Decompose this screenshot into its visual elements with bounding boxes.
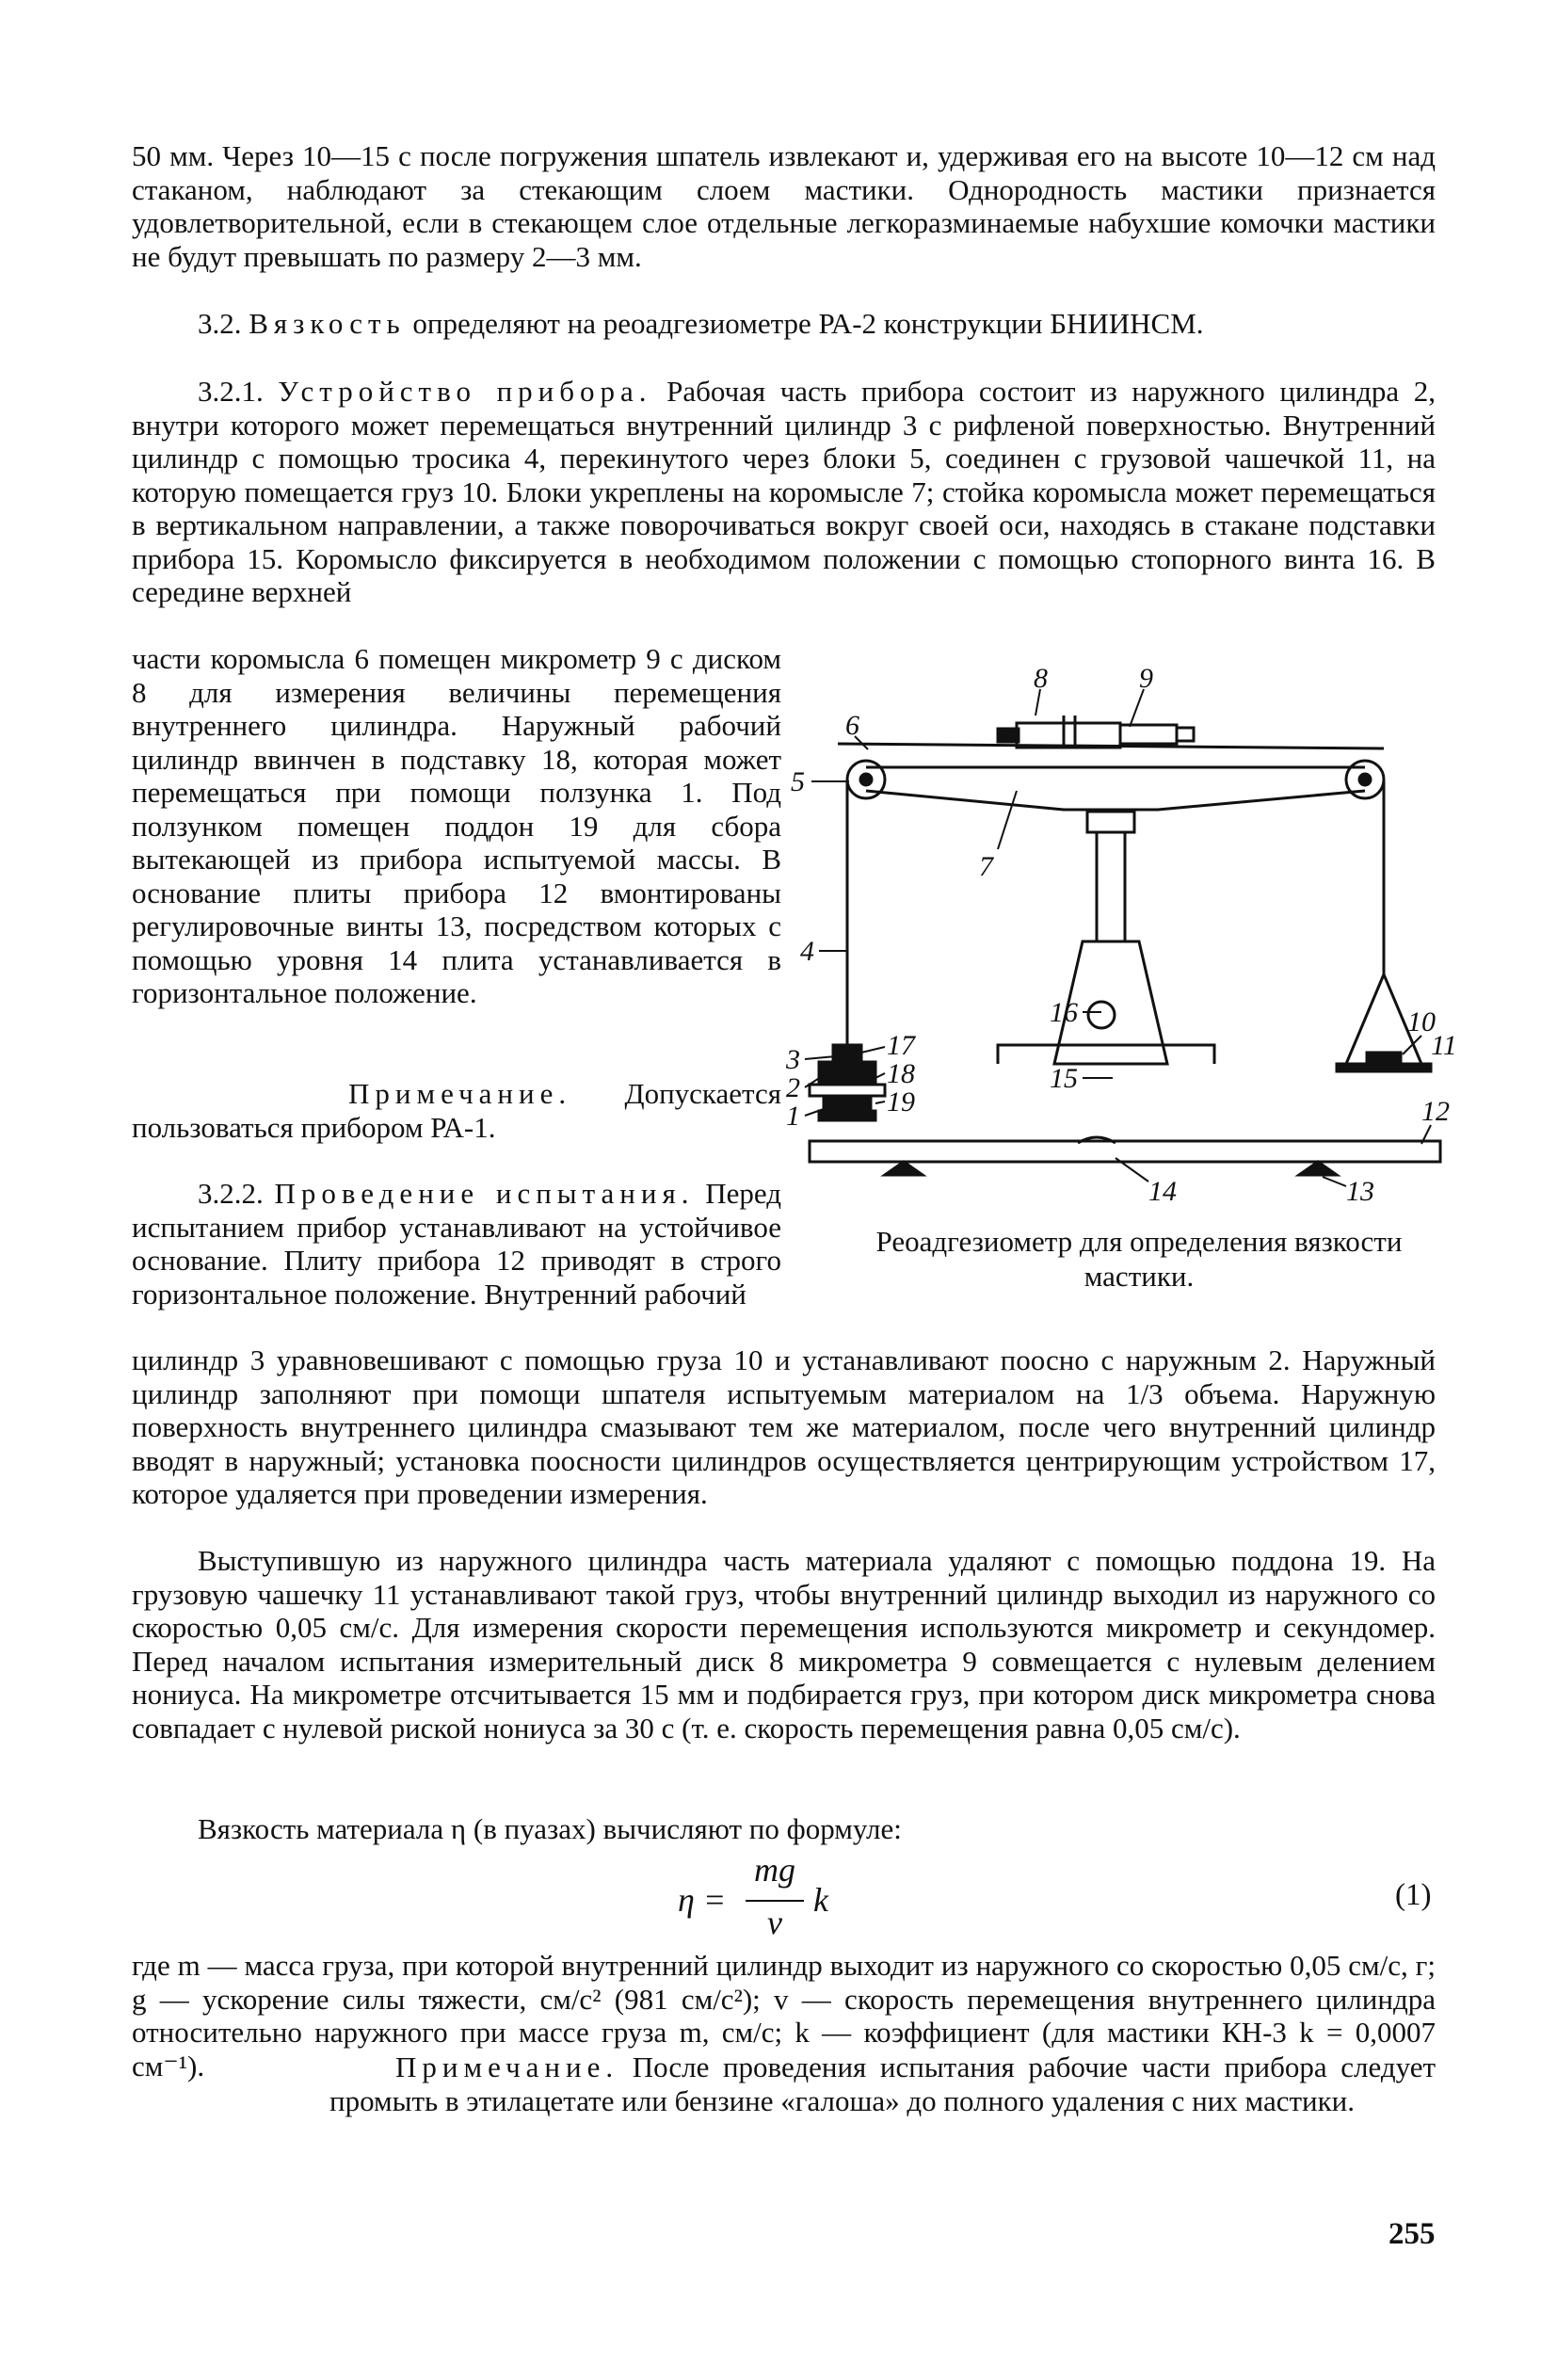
- section-text: Перед испытанием прибор устанавливают на устойчивое основание. Плиту прибора 12 приводят в строго горизонтальное положение. Внутренний рабочий: [132, 1177, 781, 1311]
- adjust-screw-left: [885, 1162, 923, 1175]
- weight: [1367, 1053, 1401, 1064]
- label-17: 17: [887, 1030, 915, 1061]
- pulley-left-hub: [860, 774, 872, 785]
- adjust-screw-right: [1299, 1162, 1337, 1175]
- section-heading: Устройство прибора.: [278, 375, 652, 408]
- section-heading: Проведение испытания.: [274, 1177, 695, 1210]
- paragraph-procedure: Выступившую из наружного цилиндра часть материала удаляют с помощью поддона 19. На грузовую чашечку 11 устанавливают такой груз, чтобы внутренний цилиндр выходил из наружного со скоростью 0,05 см/с. Для измерения скорости перемещения используются микрометр и секундомер. Перед началом испытания измерительный диск 8 микрометра 9 совмещается с нулевым делением нониуса. На микрометре отсчитывается 15 мм и подбирается груз, при котором диск микрометра снова совпадает с нулевой риской нониуса за 30 с (т. е. скорость перемещения равна 0,05 см/с).: [132, 1544, 1436, 1745]
- section-heading: Вязкость: [249, 307, 406, 340]
- label-12: 12: [1421, 1096, 1450, 1127]
- base-plate: [810, 1141, 1440, 1162]
- label-4: 4: [800, 936, 814, 967]
- stand-housing: [998, 1045, 1214, 1064]
- label-14: 14: [1148, 1176, 1177, 1207]
- paragraph-definitions: где m — масса груза, при которой внутренний цилиндр выходит из наружного со скоростью 0,05 см/с, г; g — ускорение силы тяжести, см/с² (981 см/с²); v — скорость перемещения внутреннего цилиндра относительно наружного при массе груза m, см/с; k — коэффициент (для мастики КН-3 k = 0,0007 см⁻¹).: [132, 1949, 1436, 2082]
- figure-caption: Реоадгезиометр для определения вязкости мастики.: [875, 1225, 1403, 1293]
- paragraph-formula-intro: Вязкость материала η (в пуазах) вычисляют по формуле:: [198, 1812, 902, 1845]
- note-2: [329, 2050, 1436, 2117]
- formula-numerator: mg: [754, 1851, 795, 1889]
- tray: [819, 1111, 875, 1120]
- section-number: 3.2.2.: [198, 1177, 264, 1210]
- label-6: 6: [845, 710, 859, 741]
- label-15: 15: [1050, 1063, 1078, 1094]
- label-19: 19: [887, 1086, 915, 1118]
- paragraph-device: [132, 375, 1436, 609]
- fraction-bar: [746, 1900, 804, 1902]
- micrometer-body: [1017, 723, 1120, 748]
- micrometer-knob: [998, 729, 1019, 742]
- micrometer-spindle: [1120, 725, 1177, 744]
- figure-rheoadhesiometer: [781, 650, 1459, 1214]
- note-text: После проведения испытания рабочие части прибора следует промыть в этилацетате или бензине «галоша» до полного удаления с них мастики.: [329, 2050, 1436, 2117]
- label-9: 9: [1139, 663, 1153, 694]
- rocker-beam: [866, 767, 1365, 810]
- label-7: 7: [979, 851, 993, 882]
- formula-lhs: η =: [678, 1881, 727, 1919]
- label-1: 1: [786, 1101, 800, 1132]
- inner-cylinder: [833, 1045, 861, 1062]
- outer-cylinder: [819, 1062, 875, 1085]
- label-3: 3: [786, 1044, 800, 1075]
- section-number: 3.2.: [198, 307, 242, 340]
- note-heading: Примечание.: [348, 1077, 572, 1110]
- label-2: 2: [786, 1072, 800, 1103]
- paragraph-intro: 50 мм. Через 10—15 с после погружения шпатель извлекают и, удерживая его на высоте 10—12 см над стаканом, наблюдают за стекающим слоем мастики. Однородность мастики признается удовлетворительной, если в стекающем слое отдельные легкоразминаемые набухшие комочки мастики не будут превышать по размеру 2—3 мм.: [132, 139, 1436, 273]
- paragraph-test: [132, 1177, 781, 1311]
- paragraph-test-continued: цилиндр 3 уравновешивают с помощью груза 10 и устанавливают поосно с наружным 2. Наружный цилиндр заполняют при помощи шпателя испытуемым материалом на 1/3 объема. Наружную поверхность внутреннего цилиндра смазывают тем же материалом, после чего внутренний цилиндр вводят в наружный; установка поосности цилиндров осуществляется центрирующим устройством 17, которое удаляется при проведении измерения.: [132, 1343, 1436, 1510]
- section-text: Рабочая часть прибора состоит из наружного цилиндра 2, внутри которого может перемещаться внутренний цилиндр 3 с рифленой поверхностью. Внутренний цилиндр с помощью тросика 4, перекинутого через блоки 5, соединен с грузовой чашечкой 11, на которую помещается груз 10. Блоки укреплены на коромысле 7; стойка коромысла может перемещаться в вертикальном направлении, а также поворочиваться вокруг своей оси, находясь в стакане подставки прибора 15. Коромысло фиксируется в необходимом положении с помощью стопорного винта 16. В середине верхней: [132, 375, 1436, 608]
- paragraph-viscosity: [132, 307, 1436, 341]
- label-11: 11: [1431, 1030, 1457, 1061]
- pulley-right-hub: [1359, 774, 1371, 785]
- formula-denominator: v: [767, 1904, 782, 1941]
- support: [810, 1085, 885, 1096]
- slider: [824, 1096, 871, 1111]
- note-heading: Примечание.: [395, 2050, 619, 2083]
- label-5: 5: [791, 766, 805, 797]
- equation-number: (1): [1395, 1878, 1432, 1912]
- paragraph-device-continued: части коромысла 6 помещен микрометр 9 с диском 8 для измерения величины перемещения внутреннего цилиндра. Наружный рабочий цилиндр ввинчен в подставку 18, которая может перемещаться при помощи ползунка 1. Под ползунком помещен поддон 19 для сбора вытекающей из прибора испытуемой массы. В основание плиты прибора 12 вмонтированы регулировочные винты 13, посредством которых с помощью уровня 14 плита устанавливается в горизонтальное положение.: [132, 642, 781, 1009]
- label-13: 13: [1346, 1176, 1374, 1207]
- label-8: 8: [1034, 663, 1048, 694]
- section-number: 3.2.1.: [198, 375, 264, 408]
- micrometer-thimble: [1177, 728, 1194, 741]
- set-screw: [1088, 1002, 1115, 1028]
- formula-factor: k: [813, 1881, 828, 1919]
- note-text: Допускается пользоваться прибором РА-1.: [132, 1077, 781, 1144]
- column-cap: [1087, 812, 1134, 832]
- label-16: 16: [1050, 997, 1078, 1028]
- section-text: определяют на реоадгезиометре РА-2 конструкции БНИИНСМ.: [412, 307, 1204, 340]
- page-number: 255: [1388, 2217, 1436, 2251]
- column-rod: [1097, 832, 1125, 941]
- label-18: 18: [887, 1058, 915, 1089]
- note-1: [132, 1077, 781, 1144]
- label-10: 10: [1407, 1006, 1436, 1037]
